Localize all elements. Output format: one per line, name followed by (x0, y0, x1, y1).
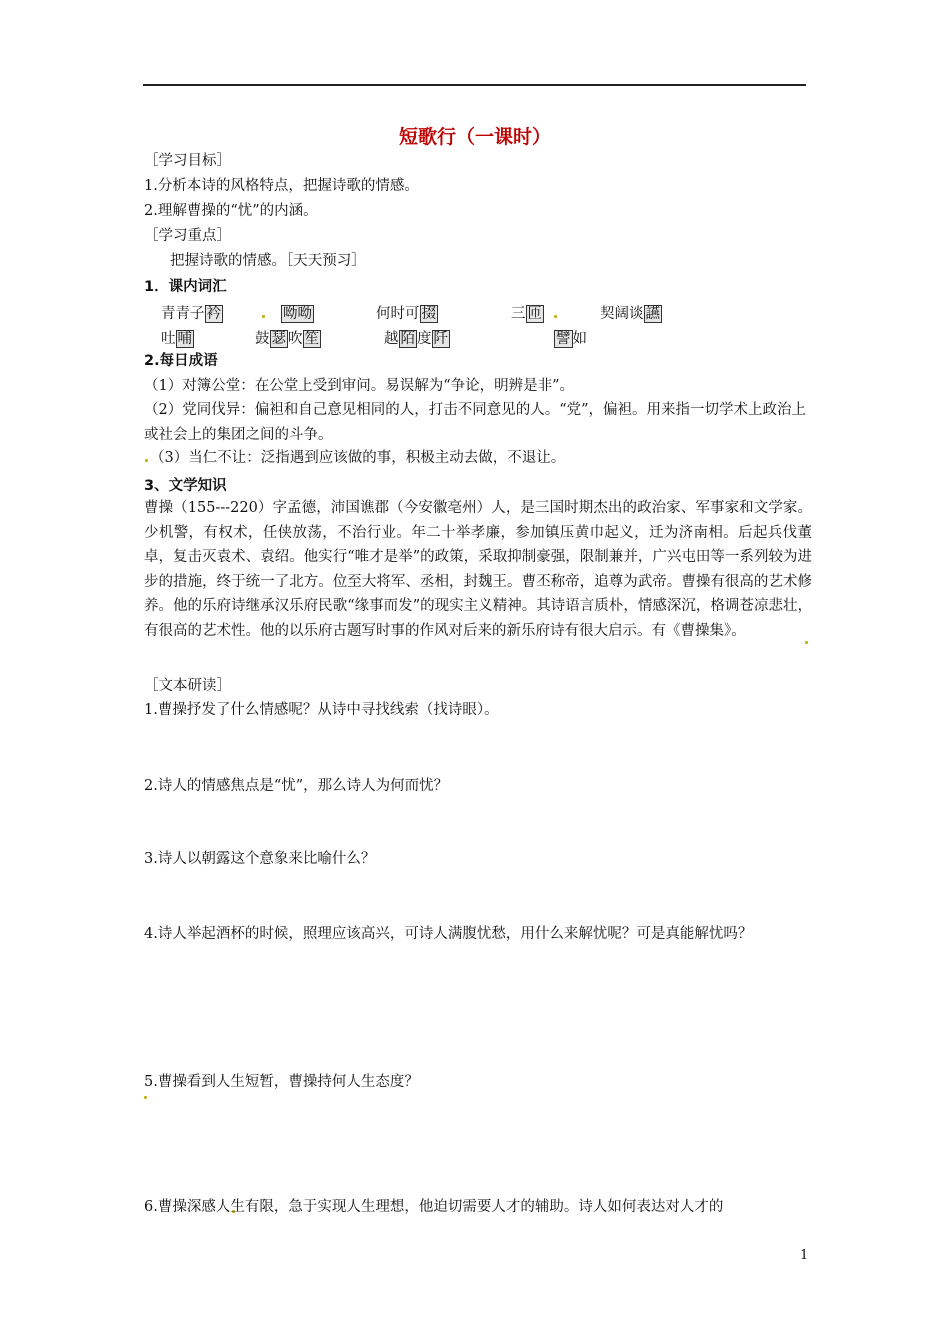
page-title: 短歌行（一课时） (398, 126, 551, 148)
vocab-item: 呦呦 (283, 306, 312, 322)
vocab-header: 1．课内词汇 (144, 279, 227, 295)
vocab-item: 譬 如 (556, 331, 587, 347)
study-header: ［文本研读］ (144, 678, 231, 694)
mark-dot (145, 459, 148, 462)
mark-dot (805, 641, 808, 644)
idiom-1: （1）对簿公堂：在公堂上受到审问。易误解为“争论，明辨是非”。 (144, 378, 575, 394)
literature-header: 3、文学知识 (144, 478, 227, 494)
question-2: 2.诗人的情感焦点是“忧”，那么诗人为何而忧？ (144, 778, 449, 794)
mark-dot (144, 1096, 147, 1099)
question-1: 1.曹操抒发了什么情感呢？从诗中寻找线索（找诗眼）。 (144, 702, 499, 718)
learning-goals-header: ［学习目标］ (144, 153, 231, 169)
question-4: 4.诗人举起酒杯的时候，照理应该高兴，可诗人满腹忧愁，用什么来解忧呢？可是真能解忧吗？ (144, 926, 753, 942)
vocab-item: 越 陌 度 阡 (384, 331, 448, 347)
literature-text: 曹操（155---220）字孟德，沛国谯郡（今安徽亳州）人，是三国时期杰出的政治家、军事家和文学家。少机警，有权术，任侠放荡，不治行业。年二十举孝廉，参加镇压黄巾起义，迁为济南相。后起兵伐董卓，复击灭袁术、袁绍。他实行“唯才是举”的政策，采取抑制豪强，限制兼并，广兴屯田等一系列较为进步的措施，终于统一了北方。位至大将军、丞相，封魏王。曹丕称帝，追尊为武帝。曹操有很高的艺术修养。他的乐府诗继承汉乐府民歌“缘事而发”的现实主义精神。其诗语言质朴，情感深沉，格调苍凉悲壮，有很高的艺术性。他的以乐府古题写时事的作风对后来的新乐府诗有很大启示。有《曹操集》。 (144, 500, 812, 639)
key-points-header: ［学习重点］ (144, 228, 231, 244)
vocab-item: 吐 哺 (161, 331, 192, 347)
mark-dot (262, 315, 265, 318)
vocab-item: 三 匝 (511, 306, 542, 322)
idiom-2: （2）党同伐异：偏袒和自己意见相同的人，打击不同意见的人。“党”，偏袒。用来指一切学术上政治上或社会上的集团之间的斗争。 (144, 402, 807, 443)
idioms-header: 2.每日成语 (144, 353, 218, 369)
goal-1: 1.分析本诗的风格特点，把握诗歌的情感。 (144, 178, 419, 194)
question-6: 6.曹操深感人生有限，急于实现人生理想，他迫切需要人才的辅助。诗人如何表达对人才的 (144, 1199, 724, 1215)
vocab-item: 青青子 衿 (161, 306, 221, 322)
mark-dot (554, 315, 557, 318)
key-points-text: 把握诗歌的情感。［天天预习］ (170, 253, 366, 269)
vocab-item: 契阔谈 讌 (600, 306, 660, 322)
idiom-3: （3）当仁不让：泛指遇到应该做的事，积极主动去做，不退让。 (150, 450, 566, 466)
header-rule (143, 84, 806, 86)
page-number: 1 (800, 1248, 809, 1263)
question-3: 3.诗人以朝露这个意象来比喻什么？ (144, 851, 376, 867)
question-5: 5.曹操看到人生短暂，曹操持何人生态度？ (144, 1074, 419, 1090)
goal-2: 2.理解曹操的“忧”的内涵。 (144, 203, 318, 219)
vocab-item: 何时可 掇 (376, 306, 436, 322)
vocab-item: 鼓 瑟 吹 笙 (255, 331, 319, 347)
